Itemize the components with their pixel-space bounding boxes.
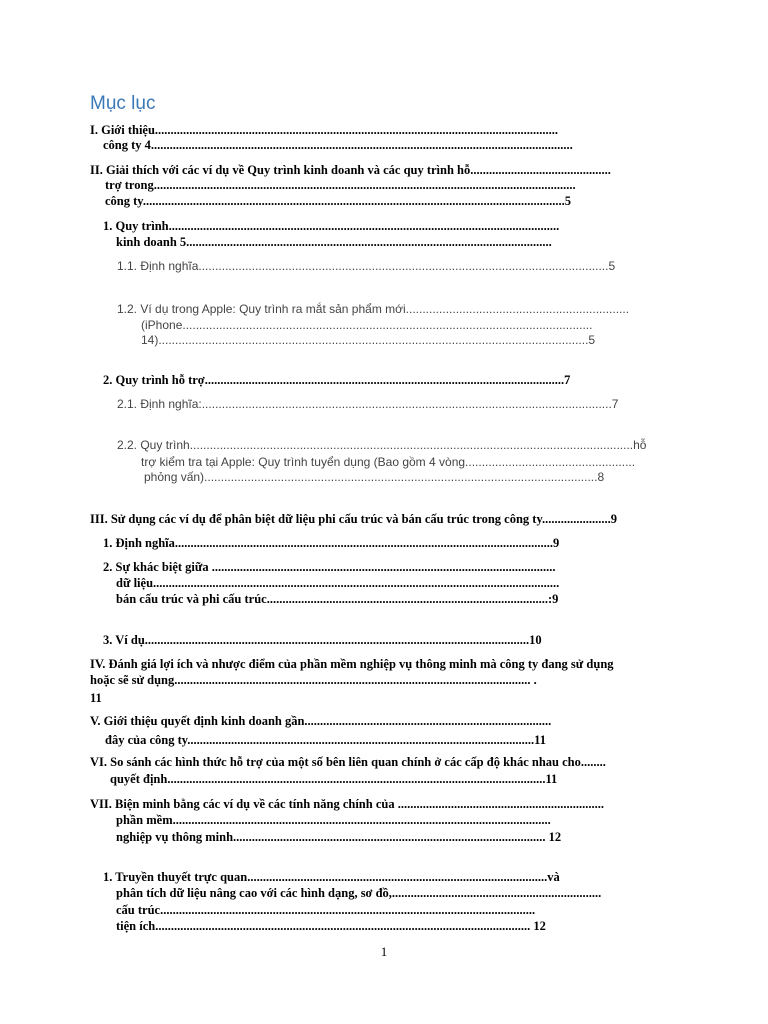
- toc-title: Mục lục: [90, 93, 156, 114]
- toc-entry[interactable]: phân tích dữ liệu nâng cao với các hình dạng, sơ đồ,...................................................................: [116, 886, 602, 900]
- toc-entry[interactable]: hoặc sẽ sử dụng.................................................................................................................. .: [90, 673, 537, 687]
- toc-entry[interactable]: III. Sử dụng các ví dụ để phân biệt dữ liệu phi cấu trúc và bán cấu trúc trong công ty......................9: [90, 512, 618, 526]
- toc-entry[interactable]: kinh doanh 5.....................................................................................................................: [116, 235, 552, 249]
- toc-entry[interactable]: đây của công ty...............................................................................................................11: [105, 733, 546, 747]
- toc-entry[interactable]: 2. Sự khác biệt giữa ..............................................................................................................: [103, 560, 556, 574]
- toc-entry[interactable]: 1. Truyền thuyết trực quan................................................................................................và: [103, 870, 560, 884]
- toc-entry[interactable]: bán cấu trúc và phi cấu trúc..........................................................................................:9: [116, 592, 559, 606]
- toc-entry[interactable]: (iPhone...........................................................................................................................: [141, 318, 593, 332]
- toc-entry[interactable]: 1. Định nghĩa.........................................................................................................................9: [103, 536, 560, 550]
- toc-entry[interactable]: phần mềm.........................................................................................................................: [116, 813, 551, 827]
- toc-entry[interactable]: 2.1. Định nghĩa:...........................................................................................................................7: [117, 397, 619, 411]
- toc-entry[interactable]: 14).................................................................................................................................5: [141, 333, 596, 347]
- toc-entry[interactable]: trợ trong.......................................................................................................................................: [105, 178, 576, 192]
- toc-entry[interactable]: công ty 4.......................................................................................................................................: [103, 138, 573, 152]
- toc-entry[interactable]: VI. So sánh các hình thức hỗ trợ của một số bên liên quan chính ở các cấp độ khác nhau cho........: [90, 755, 606, 769]
- toc-entry[interactable]: công ty.......................................................................................................................................5: [105, 194, 571, 208]
- toc-entry[interactable]: tiện ích........................................................................................................................ 12: [116, 919, 546, 933]
- toc-entry[interactable]: 11: [90, 691, 102, 705]
- page-number: 1: [380, 944, 388, 959]
- toc-entry[interactable]: 1.2. Ví dụ trong Apple: Quy trình ra mắt sản phẩm mới...................................................................: [117, 302, 630, 316]
- toc-entry[interactable]: cấu trúc........................................................................................................................: [116, 903, 536, 917]
- toc-entry[interactable]: nghiệp vụ thông minh.................................................................................................... 12: [116, 830, 562, 844]
- toc-entry[interactable]: II. Giải thích với các ví dụ về Quy trình kinh doanh và các quy trình hỗ.............................................: [90, 163, 611, 177]
- toc-entry[interactable]: 1. Quy trình.............................................................................................................................: [103, 219, 560, 233]
- toc-entry[interactable]: 2. Quy trình hỗ trợ...................................................................................................................7: [103, 373, 571, 387]
- toc-entry[interactable]: V. Giới thiệu quyết định kinh doanh gần...............................................................................: [90, 714, 552, 728]
- toc-entry[interactable]: quyết định.........................................................................................................................11: [110, 772, 558, 786]
- toc-entry[interactable]: 2.2. Quy trình.....................................................................................................................................hỗ: [117, 438, 647, 452]
- toc-entry[interactable]: VII. Biện minh bằng các ví dụ về các tính năng chính của ..................................................................: [90, 797, 604, 811]
- toc-entry[interactable]: I. Giới thiệu.................................................................................................................................: [90, 123, 559, 137]
- toc-entry[interactable]: phỏng vấn)......................................................................................................................8: [144, 470, 605, 484]
- toc-entry[interactable]: 3. Ví dụ...........................................................................................................................10: [103, 633, 542, 647]
- toc-entry[interactable]: 1.1. Định nghĩa...........................................................................................................................5: [117, 259, 616, 273]
- toc-entry[interactable]: IV. Đánh giá lợi ích và nhược điểm của phần mềm nghiệp vụ thông minh mà công ty đang sử dụng: [90, 657, 614, 671]
- toc-entry[interactable]: dữ liệu..................................................................................................................................: [116, 576, 560, 590]
- toc-entry[interactable]: trợ kiểm tra tại Apple: Quy trình tuyển dụng (Bao gồm 4 vòng...................................................: [141, 455, 636, 469]
